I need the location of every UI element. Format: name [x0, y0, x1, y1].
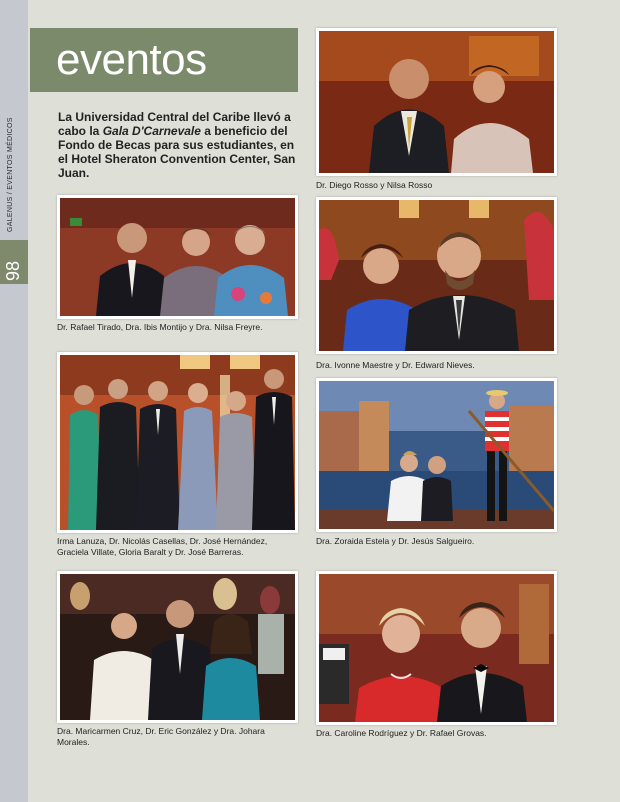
intro-paragraph	[58, 110, 298, 180]
side-strip	[0, 0, 28, 802]
event-photo	[316, 571, 557, 725]
photo-caption: Irma Lanuza, Dr. Nicolás Casellas, Dr. José Hernández, Graciela Villate, Gloria Baralt y Dr. José Barreras.	[57, 536, 268, 557]
event-name: Gala D'Carnevale	[102, 124, 201, 138]
intro-text-end: a beneficio del Fondo de Becas para sus estudiantes, en el Hotel Sheraton Convention Center, San Juan.	[58, 124, 296, 180]
section-header	[30, 28, 298, 92]
section-label: GALENUS / EVENTOS MÉDICOS	[7, 117, 14, 232]
event-photo	[316, 197, 557, 354]
event-photo	[316, 28, 557, 176]
intro-text-start: La Universidad Central del Caribe llevó a cabo la	[58, 110, 291, 138]
event-photo	[57, 571, 298, 723]
photo-caption: Dra. Maricarmen Cruz, Dr. Eric González y Dra. Johara Morales.	[57, 726, 265, 747]
page-number: 98	[3, 260, 23, 281]
photo-caption: Dra. Caroline Rodríguez y Dr. Rafael Grovas.	[316, 728, 487, 738]
photo-caption: Dr. Diego Rosso y Nilsa Rosso	[316, 180, 433, 190]
photo-caption: Dra. Ivonne Maestre y Dr. Edward Nieves.	[316, 360, 475, 370]
section-title: eventos	[56, 35, 207, 84]
photo-caption: Dr. Rafael Tirado, Dra. Ibis Montijo y Dra. Nilsa Freyre.	[57, 322, 263, 332]
event-photo	[316, 378, 557, 532]
photo-caption: Dra. Zoraida Estela y Dr. Jesús Salgueiro.	[316, 536, 475, 546]
event-photo	[57, 195, 298, 319]
event-photo	[57, 352, 298, 533]
